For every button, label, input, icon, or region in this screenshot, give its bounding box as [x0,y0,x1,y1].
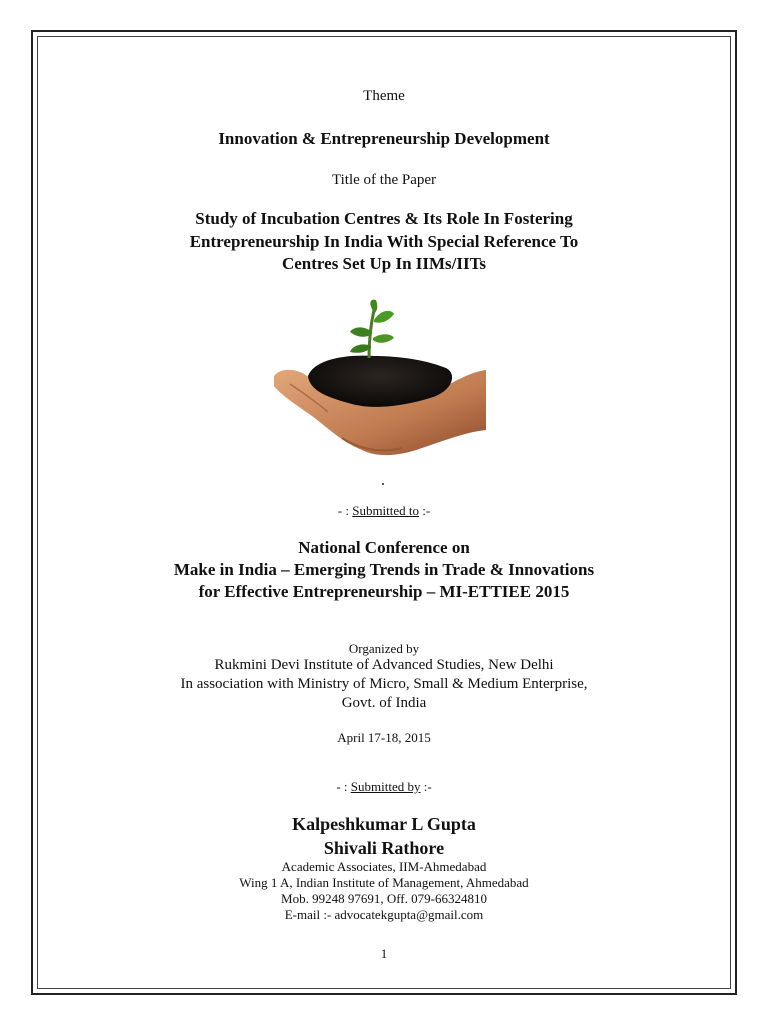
hand-seedling-image [270,298,488,460]
conference-line-2: Make in India – Emerging Trends in Trade & Innovations [173,560,595,579]
paper-title-line-3: Centres Set Up In IIMs/IITs [281,254,487,273]
organizer-line-1: Rukmini Devi Institute of Advanced Studies, New Delhi [214,657,554,673]
affiliation-line-3: Mob. 99248 97691, Off. 079-66324810 [281,891,487,906]
paper-title-line-1: Study of Incubation Centres & Its Role In Fostering [195,209,573,228]
author-2: Shivali Rathore [323,838,445,858]
organizer-line-2: In association with Ministry of Micro, Small & Medium Enterprise, [180,676,588,692]
conference-line-1: National Conference on [298,538,470,557]
submitted-to-suffix: :- [419,503,431,518]
conference-date: April 17-18, 2015 [337,730,431,745]
submitted-to-label: Submitted to [352,503,420,518]
submitted-by-prefix: - : [336,779,351,794]
title-label: Title of the Paper [331,172,437,188]
submitted-by-suffix: :- [420,779,432,794]
page-number: 1 [380,946,388,961]
affiliation-line-1: Academic Associates, IIM-Ahmedabad [281,859,487,874]
organizer-line-3: Govt. of India [341,695,427,711]
theme-title: Innovation & Entrepreneurship Development [218,129,550,148]
submitted-to-prefix: - : [337,503,353,518]
affiliation-email: E-mail :- advocatekgupta@gmail.com [284,907,484,922]
submitted-by-label: Submitted by [350,779,421,794]
author-1: Kalpeshkumar L Gupta [292,814,476,834]
small-dot [382,483,384,485]
submitted-to-heading [0,503,768,519]
conference-line-3: for Effective Entrepreneurship – MI-ETTIEE 2015 [198,582,570,601]
organized-by-label: Organized by [348,641,420,656]
theme-label: Theme [363,88,405,104]
affiliation-line-2: Wing 1 A, Indian Institute of Management, Ahmedabad [239,875,529,890]
paper-title-line-2: Entrepreneurship In India With Special Reference To [189,232,579,251]
submitted-by-heading [0,779,768,795]
